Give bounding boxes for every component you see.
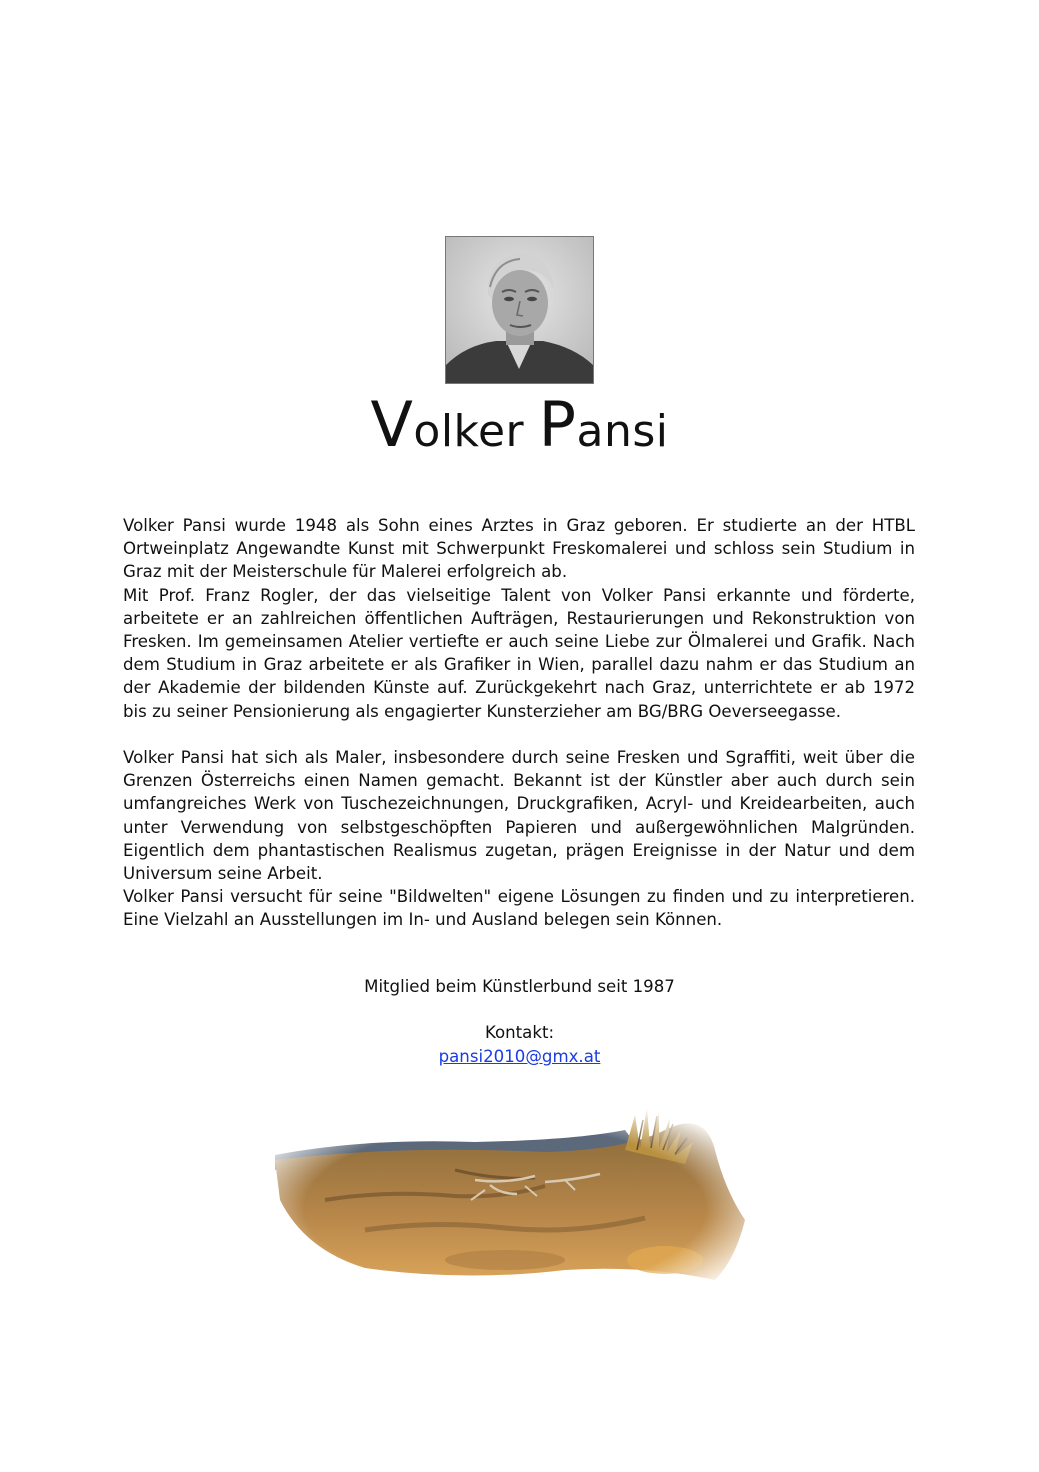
biography [123, 514, 915, 932]
artist-portrait [445, 236, 594, 384]
contact-line [0, 1047, 1039, 1066]
artist-name-heading: Volker Pansi [370, 388, 669, 461]
bio-paragraph: Volker Pansi hat sich als Maler, insbesondere durch seine Fresken und Sgraffiti, weit über die Grenzen Österreichs einen Namen gemacht. Bekannt ist der Künstler aber auch durch sein umfangreiches Werk von Tuschezeichnungen, Druckgrafiken, Acryl- und Kreidearbeiten, auch unter Verwendung von selbstgeschöpften Papieren und außergewöhnlichen Malgründen. Eigentlich dem phantastischen Realismus zugetan, prägen Ereignisse in der Natur und dem Universum seine Arbeit. [123, 748, 915, 884]
contact-label: Kontakt: [484, 1023, 555, 1042]
bio-paragraph: Volker Pansi versucht für seine "Bildwelten" eigene Lösungen zu finden und zu interpretieren. Eine Vielzahl an Ausstellungen im In- und Ausland belegen sein Können. [123, 887, 915, 930]
contact-email-link[interactable]: pansi2010@gmx.at [438, 1047, 601, 1066]
landscape-painting [245, 1090, 765, 1305]
bio-paragraph: Mit Prof. Franz Rogler, der das vielseitige Talent von Volker Pansi erkannte und förderte, arbeitete er an zahlreichen öffentlichen Aufträgen, Restaurierungen und Rekonstruktion von Fresken. Im gemeinsamen Atelier vertiefte er auch seine Liebe zur Ölmalerei und Grafik. Nach dem Studium in Graz arbeitete er als Grafiker in Wien, parallel dazu nahm er das Studium an der Akademie der bildenden Künste auf. Zurückgekehrt nach Graz, unterrichtete er ab 1972 bis zu seiner Pensionierung als engagierter Kunsterzieher am BG/BRG Oeverseegasse. [123, 585, 915, 721]
bio-paragraph: Volker Pansi wurde 1948 als Sohn eines Arztes in Graz geboren. Er studierte an der HTBL Ortweinplatz Angewandte Kunst mit Schwerpunkt Freskomalerei und schloss sein Studium in Graz mit der Meisterschule für Malerei erfolgreich ab. [123, 516, 915, 582]
membership-note: Mitglied beim Künstlerbund seit 1987 [364, 977, 675, 996]
